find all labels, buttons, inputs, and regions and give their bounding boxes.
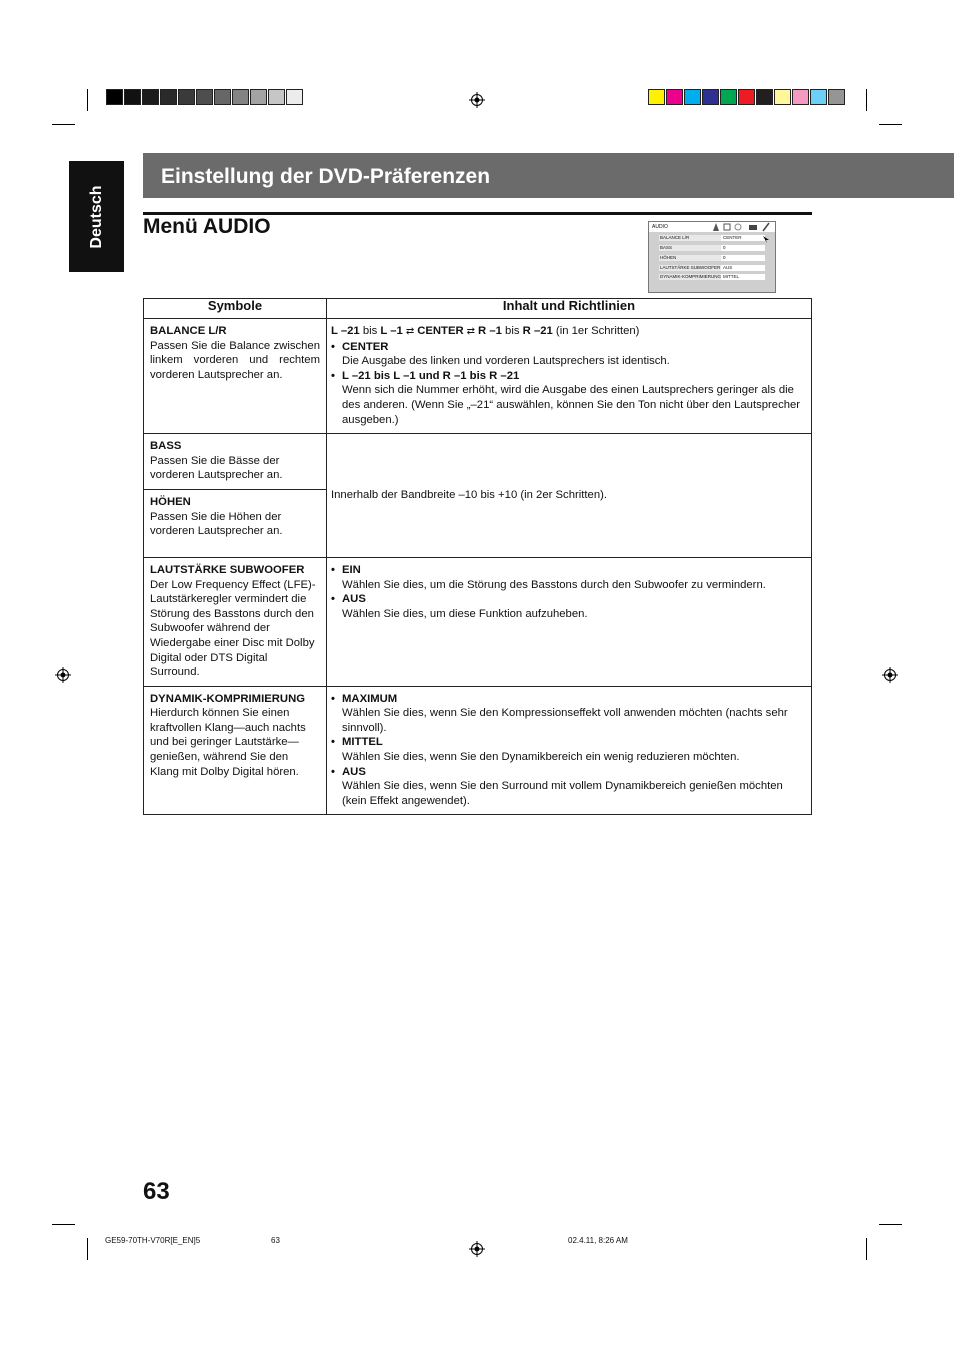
crop-mark xyxy=(866,89,867,111)
crop-mark xyxy=(866,1238,867,1260)
crop-mark xyxy=(52,124,75,125)
content-cell xyxy=(327,319,812,434)
table-row xyxy=(144,557,812,686)
registration-mark-icon xyxy=(882,667,898,683)
option-title: • MITTEL xyxy=(331,735,805,750)
option-title: • MAXIMUM xyxy=(331,692,805,707)
cursor-icon xyxy=(763,236,770,243)
section-banner xyxy=(143,153,954,198)
color-swatch xyxy=(124,89,141,105)
content-cell xyxy=(327,434,812,558)
item-title: HÖHEN xyxy=(150,495,191,508)
registration-mark-icon xyxy=(469,92,485,108)
option-title: • EIN xyxy=(331,563,805,578)
table-row xyxy=(144,686,812,815)
option-description: Wählen Sie dies, um die Störung des Basstons durch den Subwoofer zu vermindern. xyxy=(342,578,766,591)
color-swatch xyxy=(648,89,665,105)
balance-range: L –21 bis L –1 ⇄ CENTER ⇄ R –1 bis R –21 (in 1er Schritten) xyxy=(331,324,805,340)
column-header-inhalt: Inhalt und Richtlinien xyxy=(327,299,812,319)
color-swatch xyxy=(268,89,285,105)
color-swatch xyxy=(160,89,177,105)
page-number: 63 xyxy=(143,1178,170,1205)
option-title: • L –21 bis L –1 und R –1 bis R –21 xyxy=(331,369,805,384)
osd-row: BASS 0 xyxy=(659,245,765,251)
symbol-cell xyxy=(144,319,327,434)
content-cell xyxy=(327,686,812,815)
option-description: Wählen Sie dies, wenn Sie den Kompressionseffekt voll anwenden möchten (nachts sehr sinnvoll). xyxy=(342,707,788,734)
option-title: • AUS xyxy=(331,765,805,780)
color-swatch xyxy=(178,89,195,105)
registration-mark-icon xyxy=(469,1241,485,1257)
footer-file: GE59-70TH-V70R[E_EN]5 xyxy=(105,1236,201,1245)
color-swatch xyxy=(702,89,719,105)
option-description: Wählen Sie dies, wenn Sie den Surround mit vollem Dynamikbereich genießen möchten (kein Effekt angewendet). xyxy=(342,780,783,807)
item-title: DYNAMIK-KOMPRIMIERUNG xyxy=(150,692,306,705)
symbol-cell xyxy=(144,434,327,490)
color-swatch xyxy=(232,89,249,105)
osd-row: HÖHEN 0 xyxy=(659,255,765,261)
osd-row: DYNAMIK-KOMPRIMIERUNG MITTEL xyxy=(659,274,765,280)
color-swatch xyxy=(250,89,267,105)
crop-mark xyxy=(87,1238,88,1260)
language-tab-label: Deutsch xyxy=(87,184,105,249)
crop-mark xyxy=(879,124,902,125)
settings-table xyxy=(143,298,812,815)
color-swatch xyxy=(196,89,213,105)
osd-top-bar xyxy=(649,222,775,232)
content-cell xyxy=(327,557,812,686)
color-swatch xyxy=(142,89,159,105)
option-title: • AUS xyxy=(331,592,805,607)
item-description: Passen Sie die Balance zwischen linkem vorderen und rechtem vorderen Lautsprecher an. xyxy=(150,339,320,381)
registration-mark-icon xyxy=(55,667,71,683)
option-description: Wenn sich die Nummer erhöht, wird die Ausgabe des einen Lautsprechers geringer als die des anderen. (Wenn Sie „–21“ auswählen, können Sie den Ton nicht über den Lautsprecher ausgeben.) xyxy=(342,384,801,426)
crop-mark xyxy=(52,1224,75,1225)
item-description: Passen Sie die Höhen der vorderen Lautsprecher an. xyxy=(150,510,283,538)
option-description: Die Ausgabe des linken und vorderen Lautsprechers ist identisch. xyxy=(342,355,670,368)
color-swatch xyxy=(666,89,683,105)
color-swatch xyxy=(738,89,755,105)
color-swatch xyxy=(106,89,123,105)
page-title: Menü AUDIO xyxy=(143,215,271,238)
column-header-symbole: Symbole xyxy=(144,299,327,319)
item-title: BASS xyxy=(150,440,182,453)
color-swatch xyxy=(684,89,701,105)
footer-page: 63 xyxy=(271,1236,280,1245)
option-title: • CENTER xyxy=(331,340,805,355)
osd-row: BALANCE L/R CENTER xyxy=(659,235,765,241)
item-title: BALANCE L/R xyxy=(150,325,227,337)
color-swatch xyxy=(286,89,303,105)
color-swatch xyxy=(828,89,845,105)
table-row xyxy=(144,434,812,490)
option-description: Wählen Sie dies, um diese Funktion aufzuheben. xyxy=(342,607,588,620)
footer-timestamp: 02.4.11, 8:26 AM xyxy=(568,1236,628,1245)
item-title: LAUTSTÄRKE SUBWOOFER xyxy=(150,563,305,576)
bidirectional-arrow-icon: ⇄ xyxy=(466,326,476,337)
color-swatch xyxy=(792,89,809,105)
bidirectional-arrow-icon: ⇄ xyxy=(405,326,415,337)
audio-menu-screenshot xyxy=(648,221,776,293)
crop-mark xyxy=(87,89,88,111)
color-swatch xyxy=(774,89,791,105)
osd-menu-icons xyxy=(711,222,773,232)
item-description: Hierdurch können Sie einen kraftvollen Klang—auch nachts und bei geringer Lautstärke—genießen, während Sie den Klang mit Dolby Digital hören. xyxy=(150,707,306,778)
table-row xyxy=(144,319,812,434)
range-description: Innerhalb der Bandbreite –10 bis +10 (in 2er Schritten). xyxy=(331,488,608,501)
osd-menu-label: AUDIO xyxy=(652,224,668,230)
symbol-cell xyxy=(144,686,327,815)
color-swatch xyxy=(756,89,773,105)
item-description: Der Low Frequency Effect (LFE)-Lautstärkeregler vermindert die Störung des Basstons durch den Subwoofer während der Wiedergabe einer Disc mit Dolby Digital oder DTS Digital Surround. xyxy=(150,578,316,679)
color-swatch xyxy=(810,89,827,105)
symbol-cell xyxy=(144,489,327,557)
symbol-cell xyxy=(144,557,327,686)
color-swatch xyxy=(214,89,231,105)
crop-mark xyxy=(879,1224,902,1225)
item-description: Passen Sie die Bässe der vorderen Lautsprecher an. xyxy=(150,454,283,482)
osd-row: LAUTSTÄRKE SUBWOOFER AUS xyxy=(659,265,765,271)
color-swatch xyxy=(720,89,737,105)
language-tab xyxy=(69,161,124,272)
option-description: Wählen Sie dies, wenn Sie den Dynamikbereich ein wenig reduzieren möchten. xyxy=(342,751,740,764)
banner-title: Einstellung der DVD-Präferenzen xyxy=(161,165,491,188)
